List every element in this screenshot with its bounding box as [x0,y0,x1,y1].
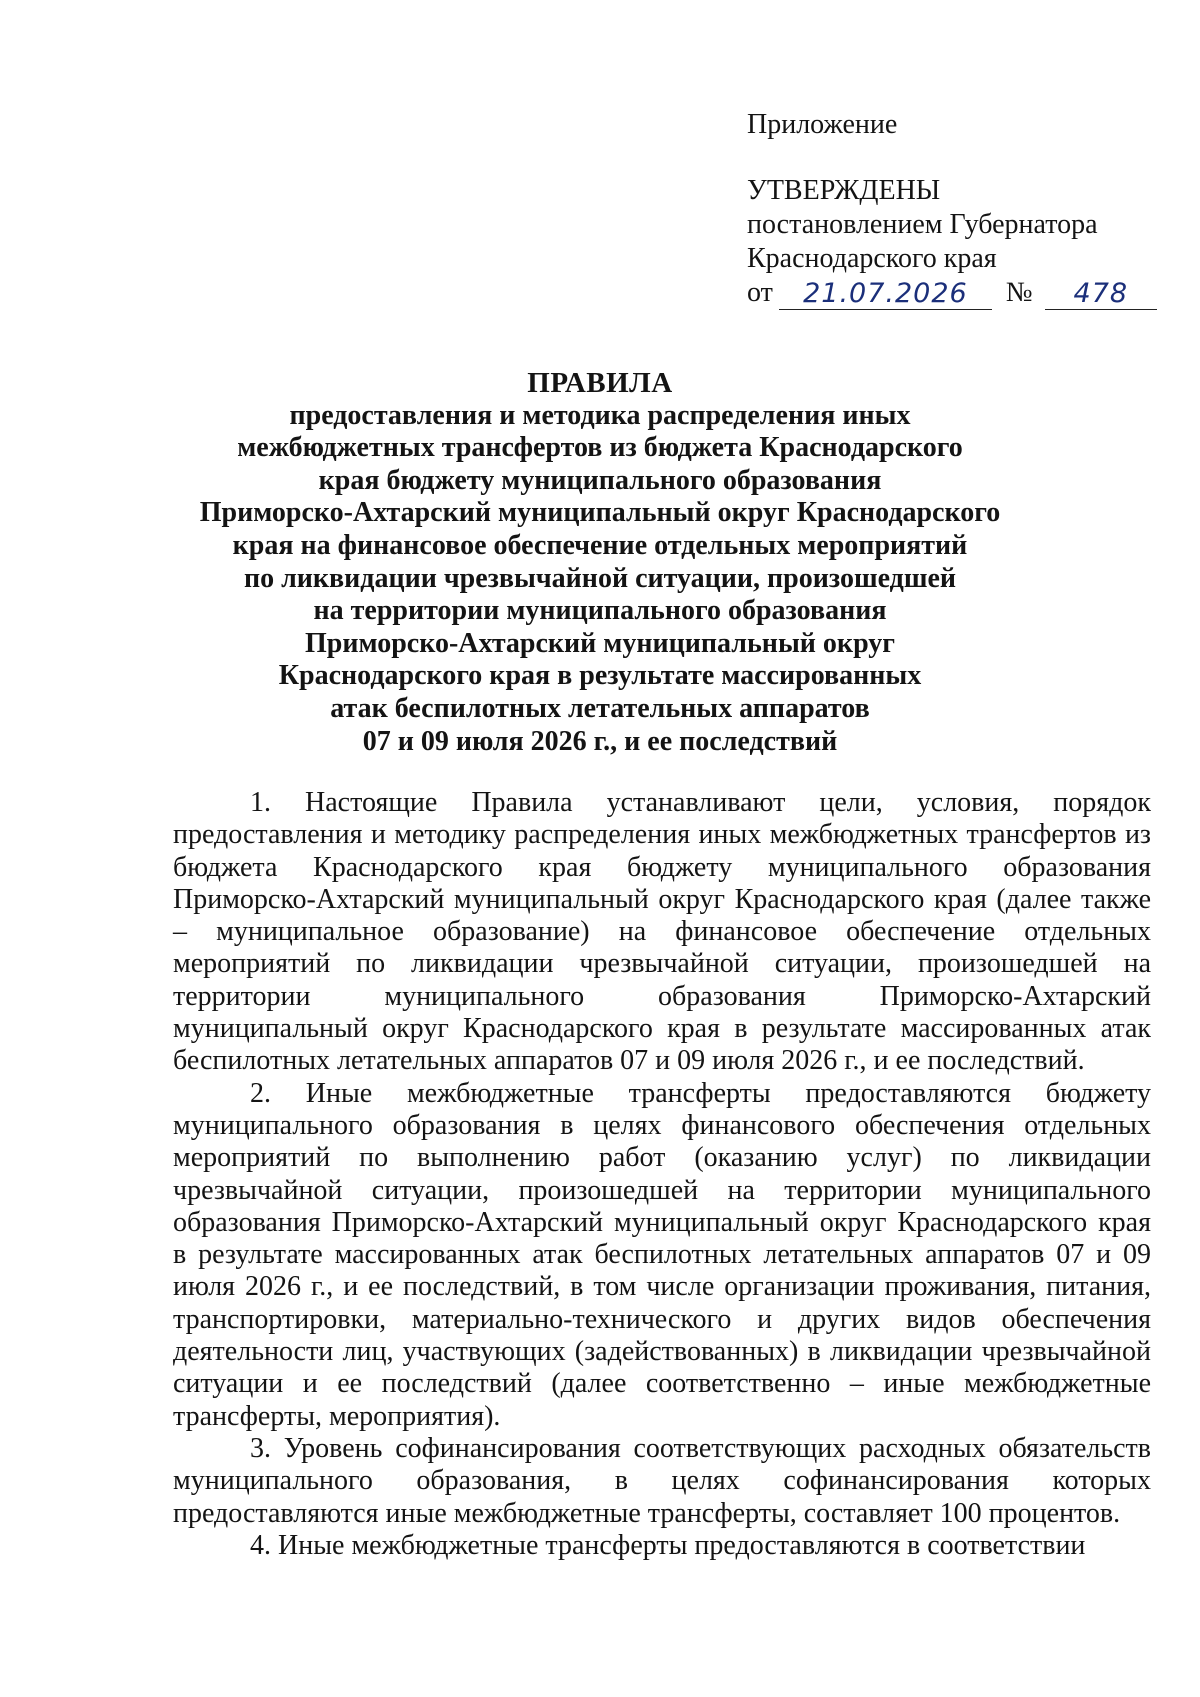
paragraph-2: 2. Иные межбюджетные трансферты предоставляются бюджету муниципального образования в целях финансового обеспечения отдельных мероприятий по выполнению работ (оказанию услуг) по ликвидации чрезвычайной ситуации, произошедшей на территории муниципального образования Приморско-Ахтарский муниципальный округ Краснодарского края в результате массированных атак беспилотных летательных аппаратов 07 и 09 июля 2026 г., и ее последствий, в том числе организации проживания, питания, транспортировки, материально-технического и других видов обеспечения деятельности лиц, участвующих (задействованных) в ликвидации чрезвычайной ситуации и ее последствий (далее соответственно – иные межбюджетные трансферты, мероприятия). [173,1077,1151,1432]
title-line: края бюджету муниципального образования [318,464,882,496]
number-prefix: № [1005,277,1033,308]
document-title: ПРАВИЛА [527,367,673,399]
paragraph-3: 3. Уровень софинансирования соответствующих расходных обязательств муниципального образования, в целях софинансирования которых предоставляются иные межбюджетные трансферты, составляет 100 процентов. [173,1432,1151,1529]
approval-date-line [747,276,1157,310]
title-line: края на финансовое обеспечение отдельных мероприятий [232,529,968,561]
title-line: Краснодарского края в результате массированных [278,660,922,692]
approved-label: УТВЕРЖДЕНЫ [747,175,941,206]
document-body [173,787,1151,1562]
date-prefix: от [747,277,773,308]
title-line: на территории муниципального образования [313,595,887,627]
title-line: по ликвидации чрезвычайной ситуации, произошедшей [243,562,957,594]
approval-line-1: постановлением Губернатора [747,209,1098,240]
handwritten-date: 21.07.2026 [779,279,992,310]
title-line: 07 и 09 июля 2026 г., и ее последствий [362,725,838,757]
approval-block [747,108,1157,310]
paragraph-4: 4. Иные межбюджетные трансферты предоставляются в соответствии [250,1529,1086,1561]
title-line: атак беспилотных летательных аппаратов [330,692,870,724]
title-line: межбюджетных трансфертов из бюджета Краснодарского [237,432,963,464]
approval-line-2: Краснодарского края [747,243,997,274]
paragraph-1: 1. Настоящие Правила устанавливают цели, условия, порядок предоставления и методику распределения иных межбюджетных трансфертов из бюджета Краснодарского края бюджету муниципального образования Приморско-Ахтарский муниципальный округ Краснодарского края (далее также – муниципальное образование) на финансовое обеспечение отдельных мероприятий по ликвидации чрезвычайной ситуации, произошедшей на территории муниципального образования Приморско-Ахтарский муниципальный округ Краснодарского края в результате массированных атак беспилотных летательных аппаратов 07 и 09 июля 2026 г., и ее последствий. [173,787,1151,1077]
handwritten-number: 478 [1045,279,1157,310]
document-title-block [150,367,1050,758]
title-line: Приморско-Ахтарский муниципальный округ [305,627,895,659]
appendix-label: Приложение [747,109,898,140]
title-line: Приморско-Ахтарский муниципальный округ Краснодарского [199,497,1001,529]
title-line: предоставления и методика распределения иных [289,399,911,431]
